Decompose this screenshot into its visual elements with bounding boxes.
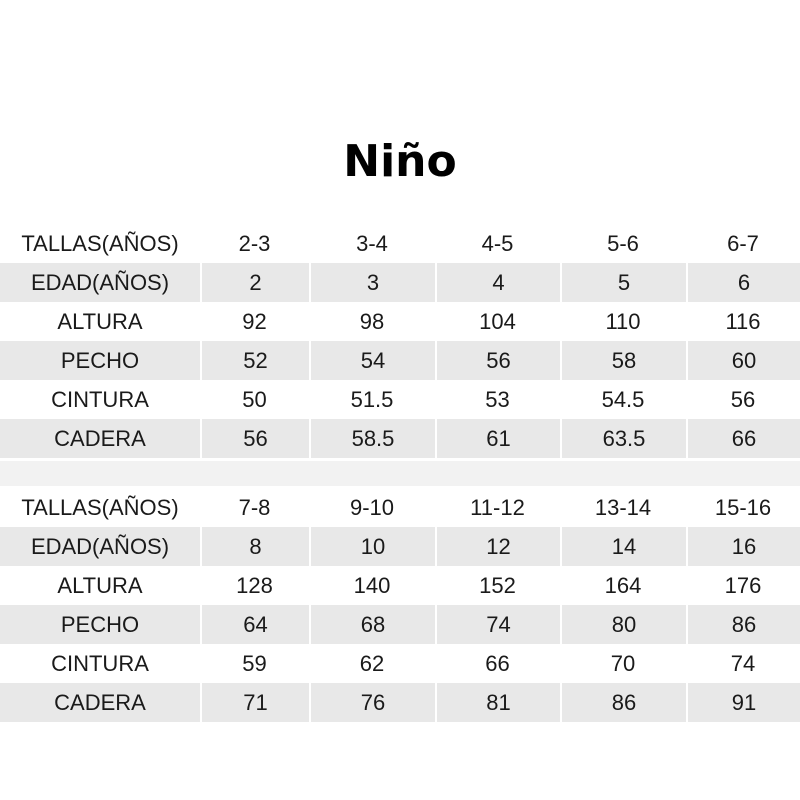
table-cell: 5-6	[607, 230, 639, 256]
table-cell: 60	[686, 341, 800, 380]
table-cell: 68	[309, 605, 435, 644]
row-label: ALTURA	[57, 572, 143, 598]
table-cell: 12	[435, 527, 560, 566]
table-cell: 92	[242, 308, 267, 334]
table-cell: 56	[200, 419, 309, 458]
row-label: CINTURA	[51, 650, 149, 676]
table-cell: 140	[353, 572, 391, 598]
table-cell: 15-16	[714, 494, 772, 520]
table-cell: 50	[242, 386, 267, 412]
table-cell: 53	[485, 386, 510, 412]
table-cell: 64	[200, 605, 309, 644]
table-cell: 70	[610, 650, 636, 676]
table-row	[0, 341, 800, 380]
table-cell: 2	[200, 263, 309, 302]
table-cell: 110	[605, 308, 641, 334]
table-cell: 9-10	[349, 494, 395, 520]
table-row	[0, 605, 800, 644]
table-cell: 80	[560, 605, 686, 644]
table-cell: 86	[686, 605, 800, 644]
table-cell: 56	[730, 386, 756, 412]
table-cell: 2-3	[238, 230, 271, 256]
table-cell: 3	[309, 263, 435, 302]
table-row	[0, 380, 800, 419]
table-cell: 76	[309, 683, 435, 722]
table-cell: 59	[242, 650, 267, 676]
row-label: EDAD(AÑOS)	[30, 533, 170, 559]
table-cell: 54	[309, 341, 435, 380]
table-row	[0, 224, 800, 263]
table-cell: 10	[309, 527, 435, 566]
table-row	[0, 683, 800, 722]
table-cell: 152	[479, 572, 516, 598]
table-cell: 51.5	[350, 386, 394, 412]
row-label: CADERA	[54, 689, 146, 715]
table-cell: 14	[560, 527, 686, 566]
table-cell: 8	[200, 527, 309, 566]
table-cell: 104	[479, 308, 516, 334]
size-table-1	[0, 224, 800, 458]
table-cell: 61	[435, 419, 560, 458]
table-cell: 54.5	[601, 386, 645, 412]
table-row	[0, 419, 800, 458]
table-cell: 81	[435, 683, 560, 722]
table-row	[0, 566, 800, 605]
table-cell: 3-4	[356, 230, 388, 256]
row-label: TALLAS(AÑOS)	[21, 494, 179, 520]
table-cell: 4-5	[481, 230, 514, 256]
row-label: PECHO	[60, 611, 140, 637]
table-row	[0, 488, 800, 527]
table-cell: 66	[485, 650, 510, 676]
table-cell: 5	[560, 263, 686, 302]
table-cell: 91	[686, 683, 800, 722]
table-cell: 116	[725, 308, 761, 334]
row-label: ALTURA	[57, 308, 143, 334]
table-row	[0, 527, 800, 566]
table-cell: 58	[560, 341, 686, 380]
row-label: CINTURA	[51, 386, 149, 412]
table-separator	[0, 461, 800, 486]
row-label: TALLAS(AÑOS)	[21, 230, 179, 256]
table-cell: 4	[435, 263, 560, 302]
table-cell: 164	[604, 572, 642, 598]
table-cell: 58.5	[309, 419, 435, 458]
table-row	[0, 263, 800, 302]
row-label: EDAD(AÑOS)	[30, 269, 170, 295]
table-cell: 13-14	[594, 494, 652, 520]
table-cell: 56	[435, 341, 560, 380]
table-cell: 62	[359, 650, 385, 676]
table-cell: 6	[686, 263, 800, 302]
row-label: PECHO	[60, 347, 140, 373]
table-cell: 7-8	[238, 494, 271, 520]
table-row	[0, 644, 800, 683]
table-cell: 63.5	[560, 419, 686, 458]
table-cell: 98	[359, 308, 385, 334]
table-cell: 128	[236, 572, 273, 598]
table-cell: 71	[200, 683, 309, 722]
table-cell: 11-12	[470, 494, 525, 520]
table-cell: 16	[686, 527, 800, 566]
table-cell: 66	[686, 419, 800, 458]
table-row	[0, 302, 800, 341]
table-cell: 52	[200, 341, 309, 380]
table-cell: 74	[435, 605, 560, 644]
table-cell: 74	[730, 650, 756, 676]
table-cell: 176	[724, 572, 762, 598]
page-title: Niño	[343, 136, 457, 187]
table-cell: 6-7	[727, 230, 759, 256]
size-table-2	[0, 488, 800, 722]
table-cell: 86	[560, 683, 686, 722]
row-label: CADERA	[54, 425, 146, 451]
